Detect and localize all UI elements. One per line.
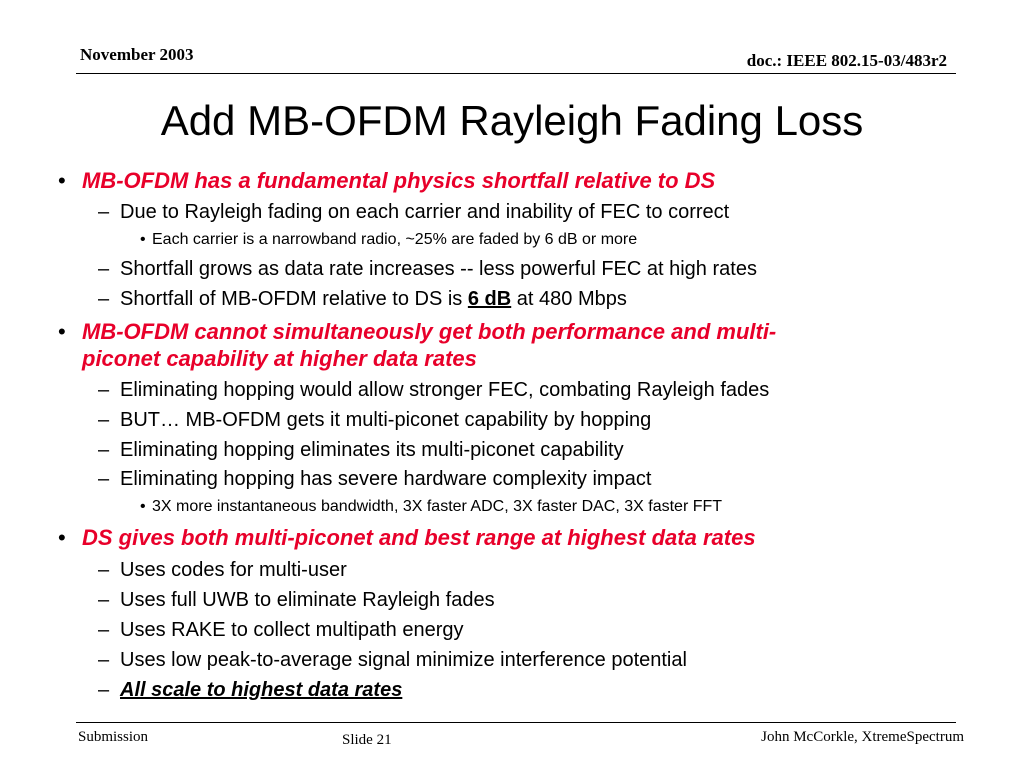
- text-post: at 480 Mbps: [511, 288, 627, 310]
- bullet-3-sub-4-text: Uses low peak-to-average signal minimize interference potential: [120, 649, 687, 671]
- small-bullet-marker: •: [140, 498, 146, 515]
- bullet-1-sub-1-detail-text: Each carrier is a narrowband radio, ~25% are faded by 6 dB or more: [152, 231, 638, 248]
- bullet-1-sub-3-text: [120, 287, 627, 311]
- emphasis-6db: 6 dB: [467, 288, 512, 310]
- dash-marker: –: [98, 258, 110, 280]
- dash-marker: –: [98, 649, 110, 671]
- bullet-marker: •: [58, 525, 66, 550]
- dash-marker: –: [98, 559, 110, 581]
- bullet-3-text: DS gives both multi-piconet and best range at highest data rates: [82, 525, 756, 550]
- slide-title: Add MB-OFDM Rayleigh Fading Loss: [160, 97, 864, 144]
- dash-marker: –: [98, 468, 110, 490]
- dash-marker: –: [98, 619, 110, 641]
- bullet-marker: •: [58, 168, 66, 193]
- dash-marker: –: [98, 201, 110, 223]
- dash-marker: –: [98, 439, 110, 461]
- footer-slide-number: Slide 21: [342, 732, 392, 748]
- footer-divider: [76, 722, 956, 723]
- bullet-2-sub-4-detail-text: 3X more instantaneous bandwidth, 3X faster ADC, 3X faster DAC, 3X faster FFT: [152, 498, 723, 515]
- bullet-1-sub-2-text: Shortfall grows as data rate increases -- less powerful FEC at high rates: [120, 258, 757, 280]
- dash-marker: –: [98, 409, 110, 431]
- bullet-3-sub-5-text: All scale to highest data rates: [120, 679, 403, 701]
- small-bullet-marker: •: [140, 231, 146, 248]
- header-divider: [76, 73, 956, 74]
- bullet-2-sub-1-text: Eliminating hopping would allow stronger FEC, combating Rayleigh fades: [120, 379, 770, 401]
- dash-marker: –: [98, 288, 110, 310]
- bullet-2-text-line-2: piconet capability at higher data rates: [82, 346, 477, 371]
- footer-submission: Submission: [78, 729, 149, 745]
- bullet-3-sub-2-text: Uses full UWB to eliminate Rayleigh fades: [120, 589, 495, 611]
- bullet-3-sub-1-text: Uses codes for multi-user: [120, 559, 347, 581]
- header-date: November 2003: [80, 45, 194, 64]
- text-pre: Shortfall of MB-OFDM relative to DS is: [120, 288, 468, 310]
- dash-marker: –: [98, 679, 110, 701]
- header-doc-id: doc.: IEEE 802.15-03/483r2: [746, 51, 947, 70]
- dash-marker: –: [98, 589, 110, 611]
- bullet-1-sub-1-text: Due to Rayleigh fading on each carrier and inability of FEC to correct: [120, 201, 730, 223]
- dash-marker: –: [98, 379, 110, 401]
- bullet-3-sub-3-text: Uses RAKE to collect multipath energy: [120, 619, 464, 641]
- bullet-2-sub-3-text: Eliminating hopping eliminates its multi-piconet capability: [120, 439, 624, 461]
- bullet-2-sub-4-text: Eliminating hopping has severe hardware complexity impact: [120, 468, 652, 490]
- bullet-1-text: MB-OFDM has a fundamental physics shortfall relative to DS: [82, 168, 716, 193]
- bullet-2-sub-2-text: BUT… MB-OFDM gets it multi-piconet capability by hopping: [120, 409, 652, 431]
- bullet-2-text-line-1: MB-OFDM cannot simultaneously get both performance and multi-: [82, 319, 777, 344]
- bullet-marker: •: [58, 319, 66, 344]
- footer-author: John McCorkle, XtremeSpectrum: [761, 729, 964, 745]
